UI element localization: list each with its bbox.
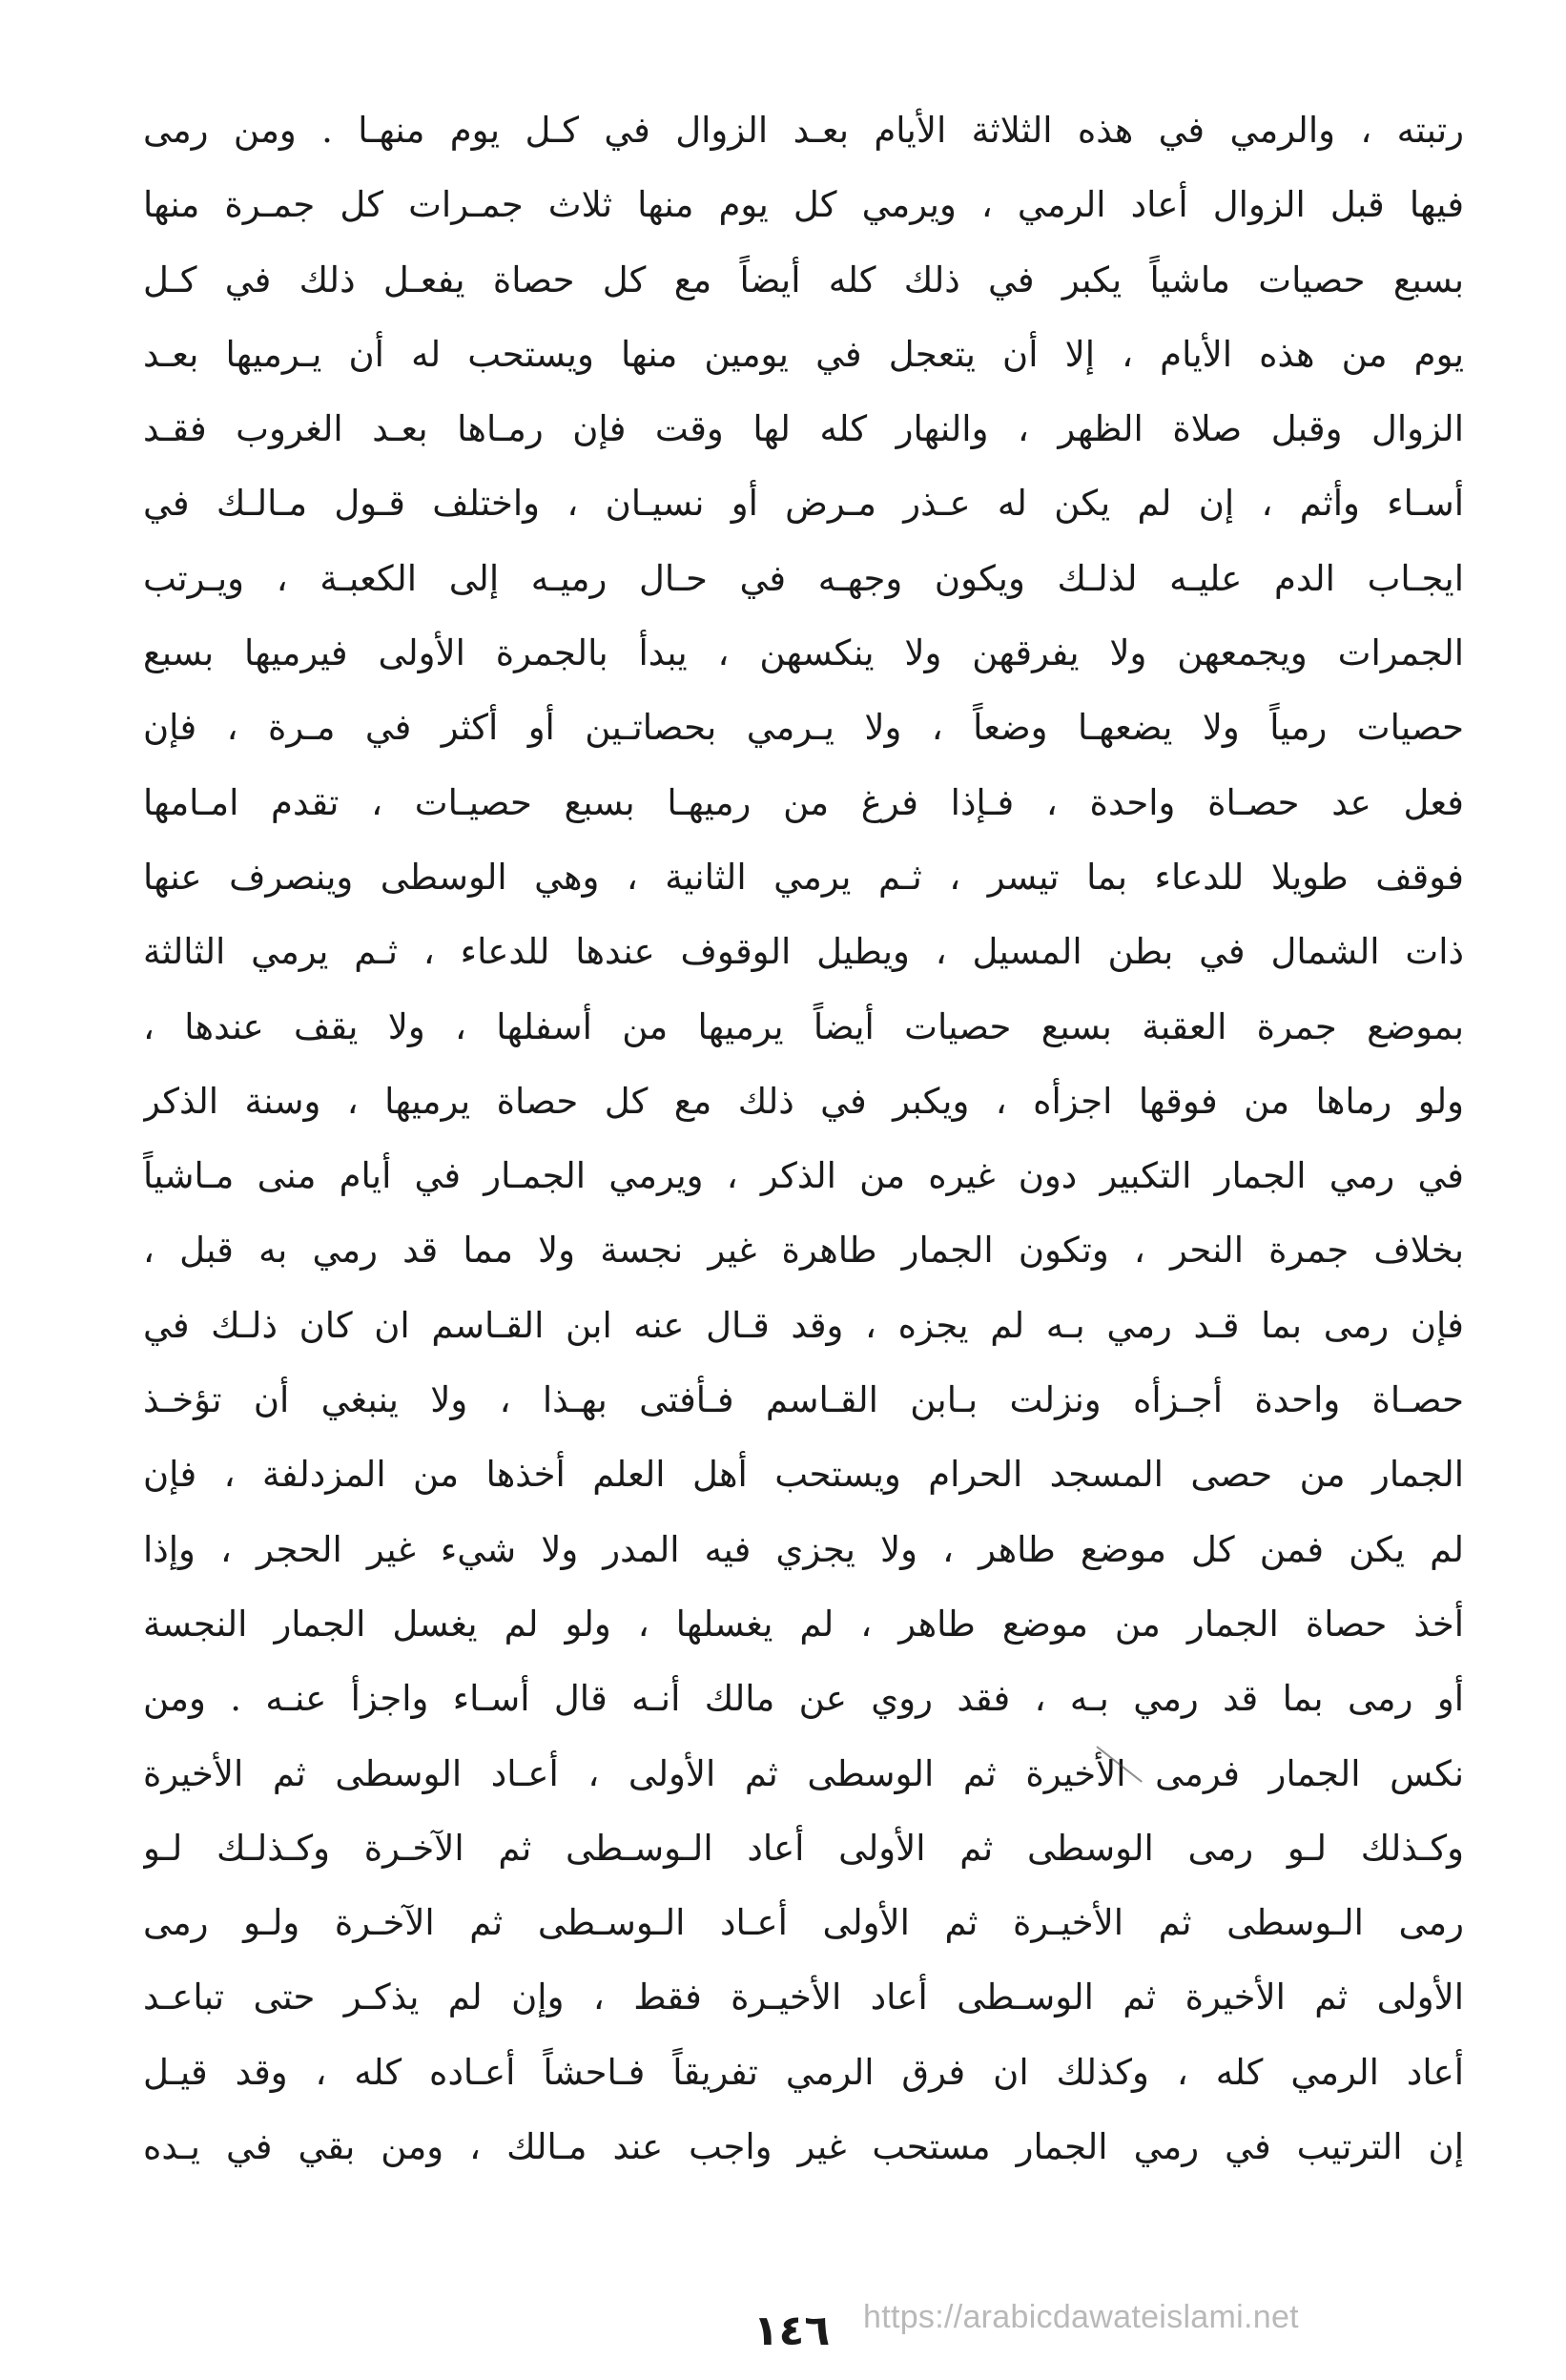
text-line: وكـذلك لـو رمى الوسطى ثم الأولى أعاد الـوسـطى ثم الآخـرة وكـذلـك لـو [143, 1827, 1464, 1869]
text-line: فعل عد حصـاة واحدة ، فـإذا فرغ من رميهـا بسبع حصيـات ، تقدم امـامها [143, 781, 1464, 823]
text-line: أو رمى بما قد رمي بـه ، فقد روي عن مالك أنـه قال أسـاء واجزأ عنـه . ومن [143, 1678, 1464, 1720]
text-line: الجمار من حصى المسجد الحرام ويستحب أهل العلم أخذها من المزدلفة ، فإن [143, 1454, 1464, 1496]
text-line: لم يكن فمن كل موضع طاهر ، ولا يجزي فيه المدر ولا شيء غير الحجر ، وإذا [143, 1528, 1464, 1570]
text-line: حصيات رمياً ولا يضعهـا وضعاً ، ولا يـرمي بحصاتـين أو أكثر في مـرة ، فإن [143, 707, 1464, 749]
text-line: الزوال وقبل صلاة الظهر ، والنهار كله لها وقت فإن رمـاها بعـد الغروب فقـد [143, 408, 1464, 450]
text-line: الجمرات ويجمعهن ولا يفرقهن ولا ينكسهن ، يبدأ بالجمرة الأولى فيرميها بسبع [143, 632, 1464, 674]
text-line: رمى الـوسطى ثم الأخيـرة ثم الأولى أعـاد الـوسـطى ثم الآخـرة ولـو رمى [143, 1902, 1464, 1944]
text-line: فوقف طويلا للدعاء بما تيسر ، ثـم يرمي الثانية ، وهي الوسطى وينصرف عنها [143, 856, 1464, 898]
text-line: حصـاة واحدة أجـزأه ونزلت بـابن القـاسم فـأفتى بهـذا ، ولا ينبغي أن تؤخـذ [143, 1379, 1464, 1421]
text-line: أسـاء وأثم ، إن لم يكن له عـذر مـرض أو نسيـان ، واختلف قـول مـالـك في [143, 483, 1464, 525]
text-line: يوم من هذه الأيام ، إلا أن يتعجل في يومين منها ويستحب له أن يـرميها بعـد [143, 333, 1464, 375]
text-line: فيها قبل الزوال أعاد الرمي ، ويرمي كل يوم منها ثلاث جمـرات كل جمـرة منها [143, 184, 1464, 226]
text-line: فإن رمى بما قـد رمي بـه لم يجزه ، وقد قـال عنه ابن القـاسم ان كان ذلـك في [143, 1304, 1464, 1346]
text-line: نكس الجمار فرمى الأخيرة ثم الوسطى ثم الأولى ، أعـاد الوسطى ثم الأخيرة [143, 1752, 1464, 1794]
text-line: رتبته ، والرمي في هذه الثلاثة الأيام بعـد الزوال في كـل يوم منهـا . ومن رمى [143, 110, 1464, 151]
text-line: ايجـاب الدم عليـه لذلـك ويكون وجهـه في حـال رميـه إلى الكعبـة ، ويـرتب [143, 557, 1464, 599]
watermark-url: https://arabicdawateislami.net [863, 2299, 1299, 2335]
page-footer [0, 2299, 1566, 2375]
page-number: ١٤٦ [752, 2307, 831, 2355]
text-line: ذات الشمال في بطن المسيل ، ويطيل الوقوف عندها للدعاء ، ثـم يرمي الثالثة [143, 931, 1464, 973]
body-text [143, 93, 1464, 2184]
text-line: بسبع حصيات ماشياً يكبر في ذلك كله أيضاً مع كل حصاة يفعـل ذلك في كـل [143, 259, 1464, 300]
text-line: بخلاف جمرة النحر ، وتكون الجمار طاهرة غير نجسة ولا مما قد رمي به قبل ، [143, 1230, 1464, 1272]
text-line: في رمي الجمار التكبير دون غيره من الذكر ، ويرمي الجمـار في أيام منى مـاشياً [143, 1155, 1464, 1197]
text-line: أخذ حصاة الجمار من موضع طاهر ، لم يغسلها ، ولو لم يغسل الجمار النجسة [143, 1603, 1464, 1645]
text-line: إن الترتيب في رمي الجمار مستحب غير واجب عند مـالك ، ومن بقي في يـده [143, 2126, 1464, 2168]
text-line: الأولى ثم الأخيرة ثم الوسـطى أعاد الأخيـرة فقط ، وإن لم يذكـر حتى تباعـد [143, 1976, 1464, 2018]
text-line: أعاد الرمي كله ، وكذلك ان فرق الرمي تفريقاً فـاحشاً أعـاده كله ، وقد قيـل [143, 2051, 1464, 2093]
text-line: بموضع جمرة العقبة بسبع حصيات أيضاً يرميها من أسفلها ، ولا يقف عندها ، [143, 1005, 1464, 1047]
text-line: ولو رماها من فوقها اجزأه ، ويكبر في ذلك مع كل حصاة يرميها ، وسنة الذكر [143, 1080, 1464, 1122]
